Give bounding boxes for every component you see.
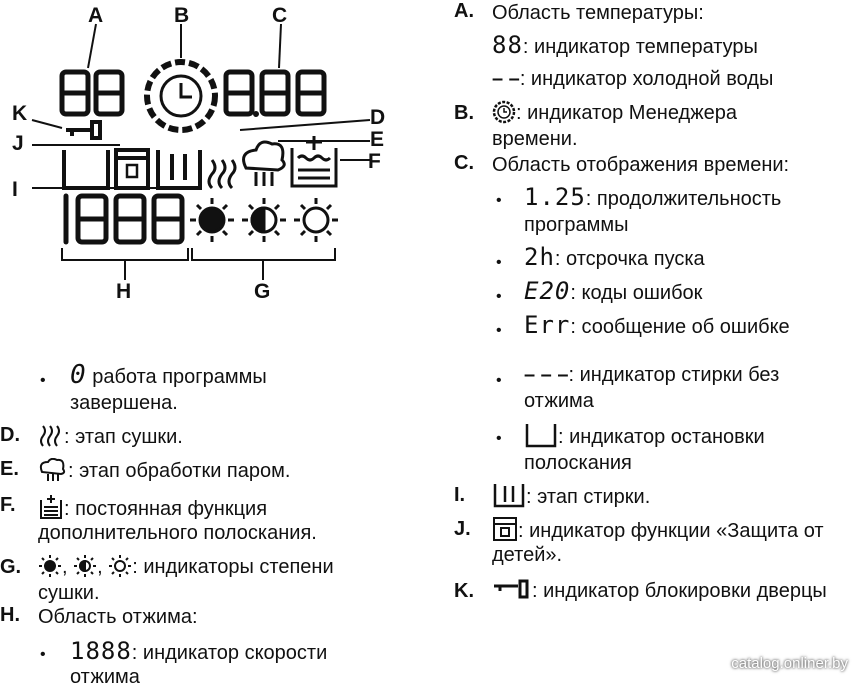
letter-g: G <box>254 280 271 303</box>
error-message-glyph: Err <box>524 311 571 339</box>
dry-level-item: , , : индикаторы степени <box>38 554 334 580</box>
error-message-item: Err: сообщение об ошибке <box>524 311 790 339</box>
door-lock-icon-small <box>492 578 532 602</box>
spin-glyph: 1888 <box>70 637 132 665</box>
spin-digits <box>66 196 182 242</box>
dry-level-icons <box>190 198 338 242</box>
door-lock-icon <box>66 122 100 138</box>
drying-item: : этап сушки. <box>38 424 183 450</box>
no-spin-item: – – –: индикатор стирки без <box>524 364 780 386</box>
drying-icon <box>209 160 235 188</box>
letter-e: E <box>370 128 385 151</box>
end-indicator-item: 0 работа программы <box>70 360 267 390</box>
sun-half-icon-small <box>73 554 97 578</box>
letter-i: I <box>12 178 18 201</box>
letter-c: C <box>272 4 288 27</box>
sun-full-icon-small <box>38 554 62 578</box>
duration-line2: программы <box>524 214 629 236</box>
duration-item: 1.25: продолжительность <box>524 183 782 211</box>
no-spin-line2: отжима <box>524 390 594 412</box>
time-manager-line2: времени. <box>492 128 578 150</box>
temp-area-title: Область температуры: <box>492 2 704 24</box>
error-codes-item: E20: коды ошибок <box>524 277 703 305</box>
steam-icon <box>244 142 285 186</box>
letter-k: K <box>12 102 28 125</box>
delay-glyph: 2h <box>524 243 555 271</box>
watermark: catalog.onliner.by <box>731 655 848 672</box>
time-digits <box>226 72 324 114</box>
letter-a-item: A. <box>454 0 474 22</box>
sun-half-icon <box>242 198 286 242</box>
letter-b: B <box>174 4 190 27</box>
extra-rinse-item: : постоянная функция <box>38 494 267 522</box>
spin-speed-item: 1888: индикатор скорости <box>70 637 328 665</box>
error-code-glyph: E20 <box>524 277 571 305</box>
callout-c <box>279 24 281 68</box>
letter-f: F <box>368 150 381 173</box>
child-lock-icon-small <box>492 516 518 542</box>
rinse-hold-line2: полоскания <box>524 452 632 474</box>
rinse-hold-icon-small <box>524 422 558 448</box>
extra-rinse-icon-small <box>38 494 64 520</box>
bracket-g <box>192 248 335 260</box>
drying-icon-small <box>38 424 64 448</box>
bracket-h <box>62 248 188 260</box>
letter-d-item: D. <box>0 424 20 446</box>
letter-e-item: E. <box>0 458 19 480</box>
callout-a <box>88 24 96 68</box>
duration-glyph: 1.25 <box>524 183 586 211</box>
child-lock-line2: детей». <box>492 544 563 566</box>
letter-j: J <box>12 132 24 155</box>
wash-icon-small <box>492 482 526 508</box>
extra-rinse-icon <box>292 136 336 186</box>
steam-item: : этап обработки паром. <box>38 458 290 484</box>
dry-level-line2: сушки. <box>38 582 100 604</box>
letter-k-item: K. <box>454 580 474 602</box>
steam-icon-small <box>38 458 68 482</box>
sun-empty-icon-small <box>108 554 132 578</box>
end-indicator-line2: завершена. <box>70 392 178 414</box>
bullet: • <box>496 430 502 447</box>
letter-c-item: C. <box>454 152 474 174</box>
letter-g-item: G. <box>0 556 22 578</box>
letter-h-item: H. <box>0 604 20 626</box>
rinse-hold-item: : индикатор остановки <box>524 422 765 450</box>
display-diagram <box>0 0 400 310</box>
spin-speed-line2: отжима <box>70 666 140 688</box>
letter-b-item: B. <box>454 102 474 124</box>
door-lock-item: : индикатор блокировки дверцы <box>492 578 827 604</box>
cold-water-item: – –: индикатор холодной воды <box>492 68 774 90</box>
end-glyph: 0 <box>70 360 87 390</box>
temp-glyph: 88 <box>492 31 523 59</box>
no-spin-glyph: – – – <box>524 364 569 386</box>
letter-a: A <box>88 4 104 27</box>
time-manager-icon <box>147 62 215 130</box>
letter-f-item: F. <box>0 494 16 516</box>
time-manager-icon-small <box>492 100 516 124</box>
sun-empty-icon <box>294 198 338 242</box>
delay-start-item: 2h: отсрочка пуска <box>524 243 705 271</box>
letter-j-item: J. <box>454 518 471 540</box>
temp-digits <box>62 72 122 114</box>
bullet: • <box>40 646 46 663</box>
sun-full-icon <box>190 198 234 242</box>
rinse-hold-icon <box>64 150 108 188</box>
callout-d <box>240 120 370 130</box>
child-lock-item: : индикатор функции «Защита от <box>492 516 824 544</box>
bullet: • <box>496 322 502 339</box>
child-lock-icon <box>116 150 148 188</box>
bullet: • <box>496 192 502 209</box>
spin-area-title: Область отжима: <box>38 606 198 628</box>
callout-k <box>32 120 62 128</box>
bullet: • <box>496 372 502 389</box>
letter-i-item: I. <box>454 484 466 506</box>
extra-rinse-line2: дополнительного полоскания. <box>38 522 317 544</box>
letter-d: D <box>370 106 386 129</box>
bullet: • <box>40 372 46 389</box>
time-manager-item: : индикатор Менеджера <box>492 100 737 126</box>
time-area-title: Область отображения времени: <box>492 154 790 176</box>
bullet: • <box>496 254 502 271</box>
letter-h: H <box>116 280 132 303</box>
temp-indicator-item: 88: индикатор температуры <box>492 31 758 59</box>
cold-water-glyph: – – <box>492 68 520 90</box>
wash-item: : этап стирки. <box>492 482 650 510</box>
wash-icon <box>158 150 200 188</box>
bullet: • <box>496 288 502 305</box>
